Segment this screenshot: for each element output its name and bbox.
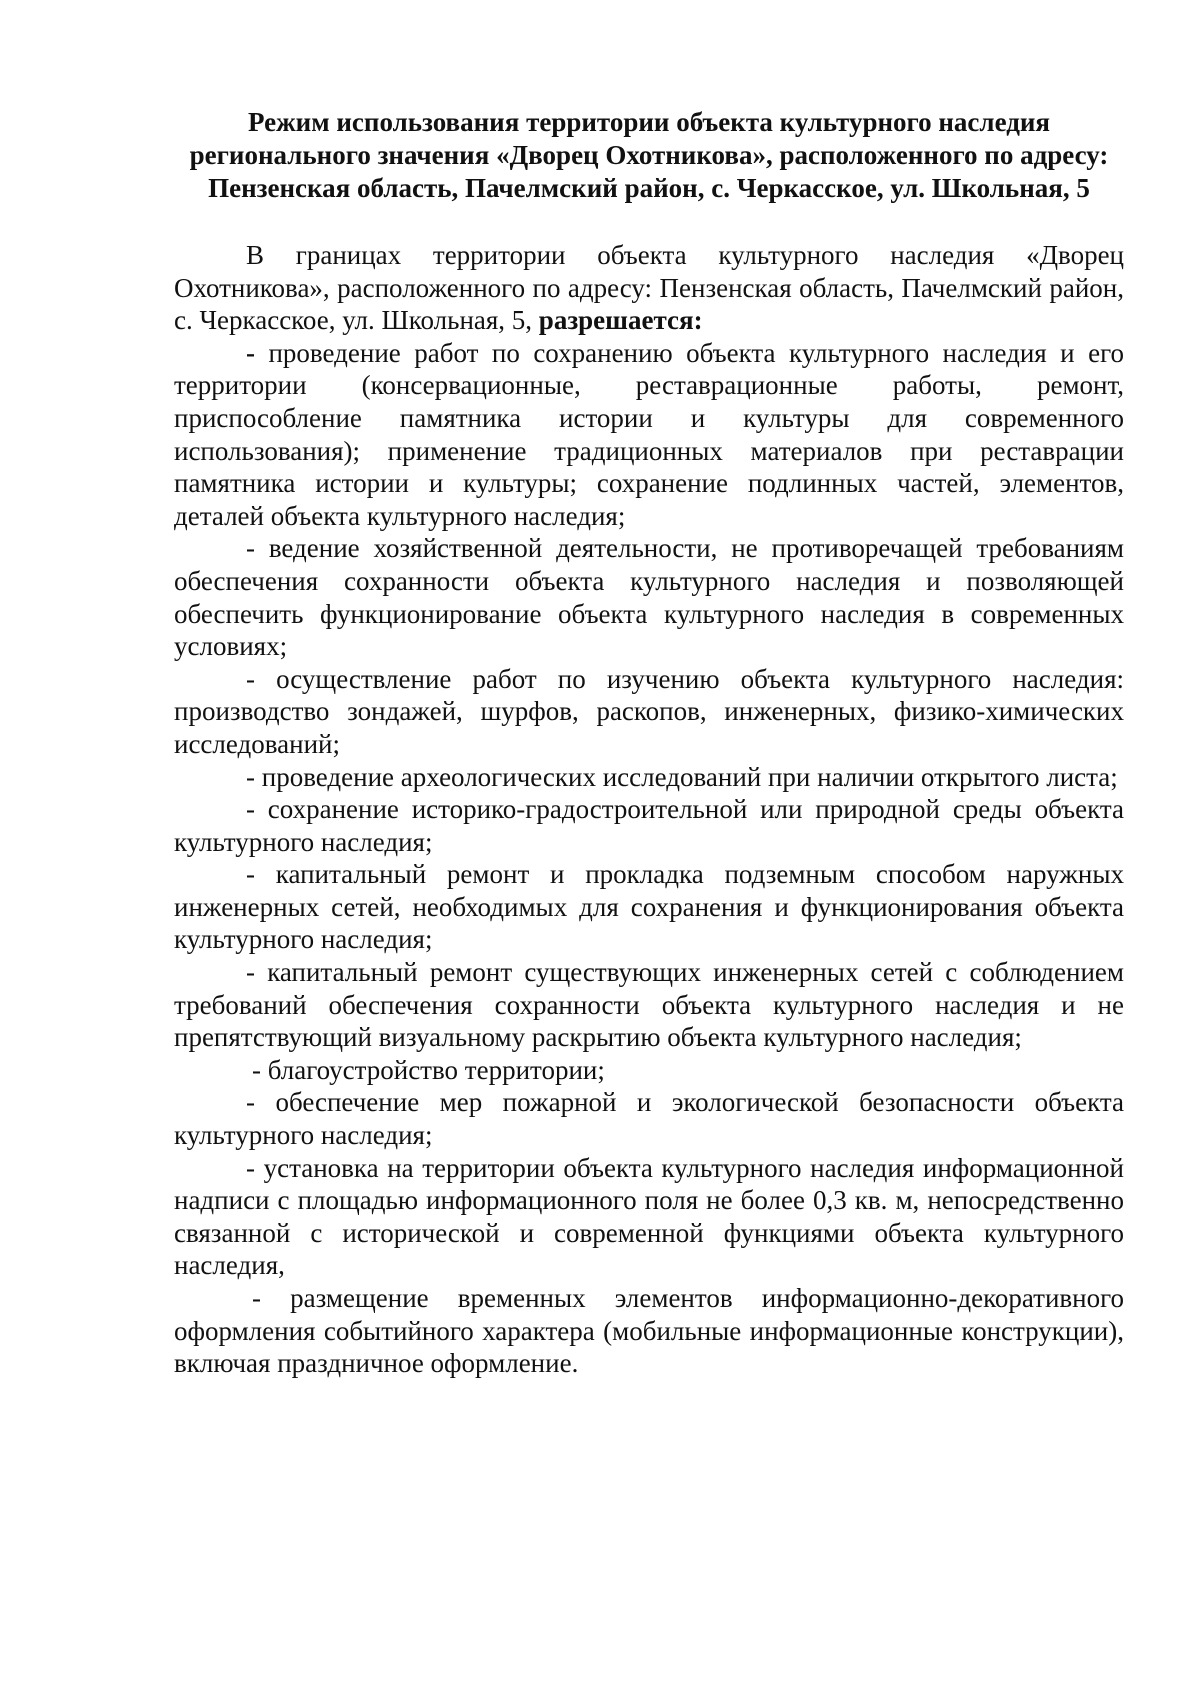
list-item-1 [174, 337, 1124, 533]
list-item-dash: - [246, 337, 255, 368]
document-body [174, 239, 1124, 1380]
intro-bold-text: разрешается: [538, 305, 703, 336]
list-item-6: - капитальный ремонт и прокладка подземным способом наружных инженерных сетей, необходимых для сохранения и функционирования объекта культурного наследия; [174, 859, 1124, 955]
list-item-11: - размещение временных элементов информационно-декоративного оформления событийного характера (мобильные информационные конструкции), включая праздничное оформление. [174, 1283, 1124, 1379]
list-item-9: - обеспечение мер пожарной и экологической безопасности объекта культурного наследия; [174, 1087, 1124, 1151]
title-line-2: регионального значения «Дворец Охотникова», расположенного по адресу: [189, 140, 1109, 170]
document-title [174, 106, 1124, 205]
title-line-1: Режим использования территории объекта культурного наследия [247, 107, 1051, 137]
list-item-5: - сохранение историко-градостроительной или природной среды объекта культурного наследия; [174, 794, 1124, 857]
list-item-3: - осуществление работ по изучению объекта культурного наследия: производство зондажей, шурфов, раскопов, инженерных, физико-химических исследований; [174, 663, 1124, 759]
list-item-8: - благоустройство территории; [252, 1054, 605, 1085]
intro-paragraph [174, 239, 1124, 337]
document-page [174, 106, 1124, 1380]
list-item-7: - капитальный ремонт существующих инженерных сетей с соблюдением требований обеспечения сохранности объекта культурного наследия и не препятствующий визуальному раскрытию объекта культурного наследия; [174, 957, 1124, 1053]
list-item-2: - ведение хозяйственной деятельности, не противоречащей требованиям обеспечения сохранности объекта культурного наследия и позволяющей обеспечить функционирование объекта культурного наследия в современных условиях; [174, 533, 1124, 662]
list-item-4: - проведение археологических исследований при наличии открытого листа; [246, 761, 1118, 792]
list-item-10: - установка на территории объекта культурного наследия информационной надписи с площадью информационного поля не более 0,3 кв. м, непосредственно связанной с исторической и современной функциями объекта культурного наследия, [174, 1152, 1124, 1281]
list-item-text: проведение работ по сохранению объекта культурного наследия и его территории (консервационные, реставрационные работы, ремонт, приспособление памятника истории и культуры для современного использования); применение традиционных материалов при реставрации памятника истории и культуры; сохранение подлинных частей, элементов, деталей объекта культурного наследия; [174, 337, 1124, 531]
title-line-3: Пензенская область, Пачелмский район, с. Черкасское, ул. Школьная, 5 [208, 173, 1090, 203]
intro-text: В границах территории объекта культурного наследия «Дворец Охотникова», расположенного по адресу: Пензенская область, Пачелмский район, с. Черкасское, ул. Школьная, 5, [174, 240, 1124, 336]
